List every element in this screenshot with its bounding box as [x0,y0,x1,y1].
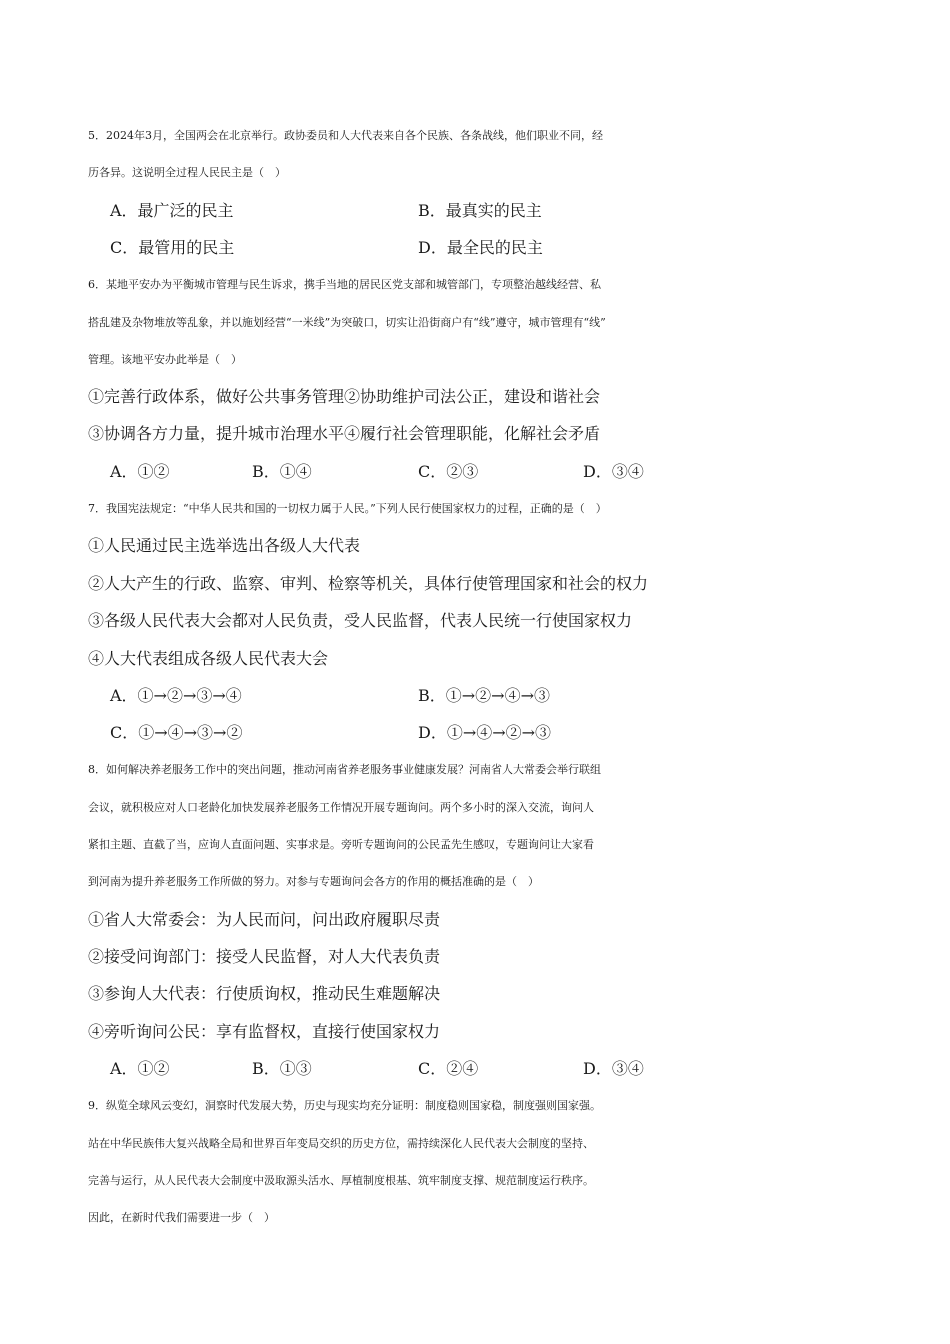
option-a[interactable]: A．最广泛的民主 [110,201,234,220]
statement-line: ③各级人民代表大会都对人民负责，受人民监督，代表人民统一行使国家权力 [88,611,633,630]
statement-line: ④旁听询问公民：享有监督权，直接行使国家权力 [88,1022,441,1041]
question-text-line: 历各异。这说明全过程人民民主是（ ） [88,166,286,179]
option-c[interactable]: C．①→④→③→② [110,723,243,742]
statement-line: ③协调各方力量，提升城市治理水平④履行社会管理职能，化解社会矛盾 [88,424,601,443]
option-b[interactable]: B．①→②→④→③ [418,686,550,705]
option-b[interactable]: B．①③ [252,1059,312,1078]
statement-line: ④人大代表组成各级人民代表大会 [88,649,329,668]
question-text-line: 因此，在新时代我们需要进一步（ ） [88,1211,275,1224]
option-d[interactable]: D．①→④→②→③ [418,723,552,742]
question-text-line: 5．2024年3月，全国两会在北京举行。政协委员和人大代表来自各个民族、各条战线，他们职业不同，经 [88,129,603,142]
option-c[interactable]: C．最管用的民主 [110,238,235,257]
question-text-line: 8．如何解决养老服务工作中的突出问题，推动河南省养老服务事业健康发展？河南省人大常委会举行联组 [88,763,601,776]
question-text-line: 搭乱建及杂物堆放等乱象，并以施划经营“一米线”为突破口，切实让沿街商户有“线”遵守，城市管理有“线” [88,316,606,329]
question-text-line: 7．我国宪法规定：“中华人民共和国的一切权力属于人民。”下列人民行使国家权力的过程，正确的是（ ） [88,502,607,515]
option-d[interactable]: D．最全民的民主 [418,238,543,257]
statement-line: ①人民通过民主选举选出各级人大代表 [88,536,361,555]
option-a[interactable]: A．①→②→③→④ [110,686,242,705]
question-text-line: 紧扣主题、直截了当，应询人直面问题、实事求是。旁听专题询问的公民孟先生感叹，专题询问让大家看 [88,838,594,851]
option-b[interactable]: B．①④ [252,462,312,481]
statement-line: ①完善行政体系，做好公共事务管理②协助维护司法公正，建设和谐社会 [88,387,601,406]
option-a[interactable]: A．①② [110,1059,170,1078]
option-a[interactable]: A．①② [110,462,170,481]
question-text-line: 站在中华民族伟大复兴战略全局和世界百年变局交织的历史方位，需持续深化人民代表大会制度的坚持、 [88,1137,594,1150]
option-d[interactable]: D．③④ [583,1059,644,1078]
option-c[interactable]: C．②④ [418,1059,479,1078]
question-text-line: 到河南为提升养老服务工作所做的努力。对参与专题询问会各方的作用的概括准确的是（ ） [88,875,539,888]
question-text-line: 会议，就积极应对人口老龄化加快发展养老服务工作情况开展专题询问。两个多小时的深入交流，询问人 [88,801,594,814]
option-d[interactable]: D．③④ [583,462,644,481]
statement-line: ②人大产生的行政、监察、审判、检察等机关，具体行使管理国家和社会的权力 [88,574,649,593]
statement-line: ③参询人大代表：行使质询权，推动民生难题解决 [88,984,441,1003]
question-text-line: 9．纵览全球风云变幻，洞察时代发展大势，历史与现实均充分证明：制度稳则国家稳，制度强则国家强。 [88,1099,601,1112]
question-text-line: 6．某地平安办为平衡城市管理与民生诉求，携手当地的居民区党支部和城管部门，专项整治越线经营、私 [88,278,601,291]
option-b[interactable]: B．最真实的民主 [418,201,542,220]
option-c[interactable]: C．②③ [418,462,479,481]
statement-line: ②接受问询部门：接受人民监督，对人大代表负责 [88,947,441,966]
statement-line: ①省人大常委会：为人民而问，问出政府履职尽责 [88,910,441,929]
question-text-line: 完善与运行，从人民代表大会制度中汲取源头活水、厚植制度根基、筑牢制度支撑、规范制度运行秩序。 [88,1174,594,1187]
question-text-line: 管理。该地平安办此举是（ ） [88,353,242,366]
